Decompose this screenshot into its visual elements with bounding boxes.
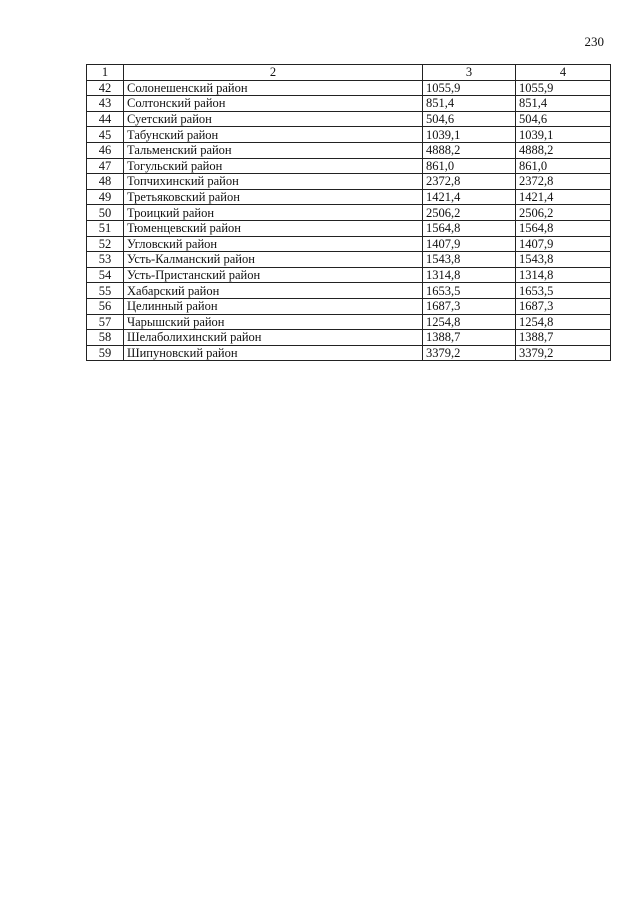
- row-number: 56: [87, 298, 124, 314]
- row-number: 59: [87, 345, 124, 361]
- table-row: [87, 111, 611, 127]
- district-name: Угловский район: [124, 236, 423, 252]
- table-row: [87, 158, 611, 174]
- district-name: Чарышский район: [124, 314, 423, 330]
- district-name: Суетский район: [124, 111, 423, 127]
- district-name: Третьяковский район: [124, 189, 423, 205]
- table-row: [87, 220, 611, 236]
- value-column-4: 1421,4: [516, 189, 611, 205]
- table-row: [87, 205, 611, 221]
- value-column-4: 1314,8: [516, 267, 611, 283]
- table-row: [87, 345, 611, 361]
- value-column-3: 1039,1: [423, 127, 516, 143]
- column-header-2: 2: [124, 65, 423, 81]
- row-number: 47: [87, 158, 124, 174]
- table-row: [87, 174, 611, 190]
- value-column-3: 2506,2: [423, 205, 516, 221]
- district-name: Усть-Пристанский район: [124, 267, 423, 283]
- row-number: 42: [87, 80, 124, 96]
- value-column-3: 1388,7: [423, 330, 516, 346]
- row-number: 43: [87, 96, 124, 112]
- value-column-3: 861,0: [423, 158, 516, 174]
- value-column-3: 1314,8: [423, 267, 516, 283]
- district-name: Шелаболихинский район: [124, 330, 423, 346]
- district-name: Солтонский район: [124, 96, 423, 112]
- value-column-3: 4888,2: [423, 142, 516, 158]
- district-table: [86, 64, 611, 361]
- row-number: 52: [87, 236, 124, 252]
- district-name: Топчихинский район: [124, 174, 423, 190]
- row-number: 57: [87, 314, 124, 330]
- value-column-3: 1407,9: [423, 236, 516, 252]
- column-header-4: 4: [516, 65, 611, 81]
- value-column-3: 1564,8: [423, 220, 516, 236]
- value-column-4: 4888,2: [516, 142, 611, 158]
- row-number: 48: [87, 174, 124, 190]
- value-column-3: 1421,4: [423, 189, 516, 205]
- value-column-4: 861,0: [516, 158, 611, 174]
- value-column-4: 1039,1: [516, 127, 611, 143]
- value-column-4: 2372,8: [516, 174, 611, 190]
- value-column-3: 1055,9: [423, 80, 516, 96]
- column-header-1: 1: [87, 65, 124, 81]
- value-column-3: 1653,5: [423, 283, 516, 299]
- value-column-4: 1564,8: [516, 220, 611, 236]
- table-row: [87, 330, 611, 346]
- district-name: Солонешенский район: [124, 80, 423, 96]
- district-name: Хабарский район: [124, 283, 423, 299]
- value-column-3: 1687,3: [423, 298, 516, 314]
- row-number: 45: [87, 127, 124, 143]
- district-name: Табунский район: [124, 127, 423, 143]
- table-row: [87, 236, 611, 252]
- table-row: [87, 314, 611, 330]
- table-row: [87, 189, 611, 205]
- column-header-3: 3: [423, 65, 516, 81]
- value-column-3: 3379,2: [423, 345, 516, 361]
- table-row: [87, 142, 611, 158]
- value-column-4: 504,6: [516, 111, 611, 127]
- table-row: [87, 283, 611, 299]
- value-column-3: 1543,8: [423, 252, 516, 268]
- page-number: 230: [584, 34, 604, 49]
- table-row: [87, 298, 611, 314]
- table-row: [87, 267, 611, 283]
- row-number: 51: [87, 220, 124, 236]
- value-column-4: 1407,9: [516, 236, 611, 252]
- value-column-4: 1388,7: [516, 330, 611, 346]
- value-column-3: 851,4: [423, 96, 516, 112]
- district-name: Тюменцевский район: [124, 220, 423, 236]
- row-number: 55: [87, 283, 124, 299]
- value-column-4: 1055,9: [516, 80, 611, 96]
- row-number: 49: [87, 189, 124, 205]
- row-number: 54: [87, 267, 124, 283]
- value-column-4: 2506,2: [516, 205, 611, 221]
- table-row: [87, 252, 611, 268]
- value-column-4: 1543,8: [516, 252, 611, 268]
- value-column-4: 1687,3: [516, 298, 611, 314]
- row-number: 50: [87, 205, 124, 221]
- table-row: [87, 127, 611, 143]
- district-name: Усть-Калманский район: [124, 252, 423, 268]
- table-row: [87, 80, 611, 96]
- value-column-4: 1653,5: [516, 283, 611, 299]
- value-column-3: 1254,8: [423, 314, 516, 330]
- value-column-4: 3379,2: [516, 345, 611, 361]
- district-name: Целинный район: [124, 298, 423, 314]
- table-body: [87, 80, 611, 361]
- district-name: Шипуновский район: [124, 345, 423, 361]
- value-column-4: 851,4: [516, 96, 611, 112]
- row-number: 53: [87, 252, 124, 268]
- row-number: 46: [87, 142, 124, 158]
- value-column-4: 1254,8: [516, 314, 611, 330]
- row-number: 44: [87, 111, 124, 127]
- value-column-3: 504,6: [423, 111, 516, 127]
- district-name: Троицкий район: [124, 205, 423, 221]
- table-header-row: [87, 65, 611, 81]
- value-column-3: 2372,8: [423, 174, 516, 190]
- row-number: 58: [87, 330, 124, 346]
- table-row: [87, 96, 611, 112]
- district-name: Тальменский район: [124, 142, 423, 158]
- district-name: Тогульский район: [124, 158, 423, 174]
